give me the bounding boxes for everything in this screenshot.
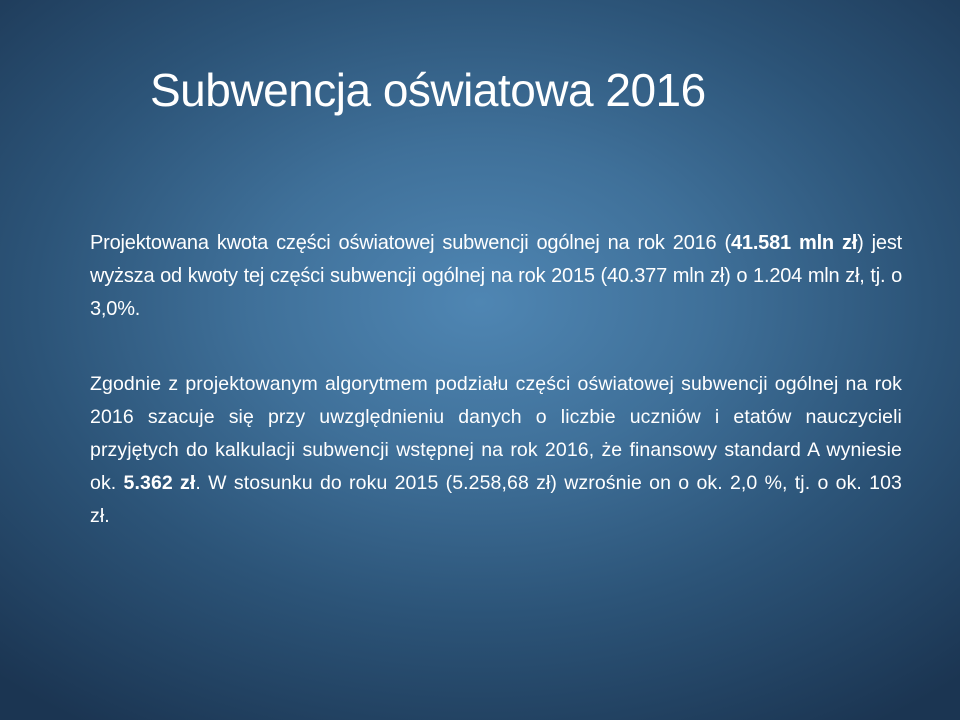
- paragraph-1-text-start: Projektowana kwota części oświatowej subwencji ogólnej na rok 2016 (: [90, 232, 731, 254]
- paragraph-1-text-end: ) jest wyższa od kwoty tej części subwencji ogólnej na rok 2015 (40.377 mln zł) o 1.204 mln zł, tj. o 3,0%.: [90, 232, 902, 320]
- paragraph-2-bold-amount: 5.362 zł: [123, 472, 196, 494]
- paragraph-funding-amount: [90, 227, 902, 326]
- paragraph-1-bold-amount: 41.581 mln zł: [730, 232, 858, 254]
- paragraph-standard-a: [90, 368, 902, 533]
- paragraph-2-text-end: . W stosunku do roku 2015 (5.258,68 zł) wzrośnie on o ok. 2,0 %, tj. o ok. 103 zł.: [90, 472, 902, 527]
- slide-title: Subwencja oświatowa 2016: [150, 64, 706, 116]
- paragraph-2-text-start: Zgodnie z projektowanym algorytmem podziału części oświatowej subwencji ogólnej na rok 2016 szacuje się przy uwzględnieniu danych o liczbie uczniów i etatów nauczycieli przyjętych do kalkulacji subwencji wstępnej na rok 2016, że finansowy standard A wyniesie ok.: [90, 373, 902, 494]
